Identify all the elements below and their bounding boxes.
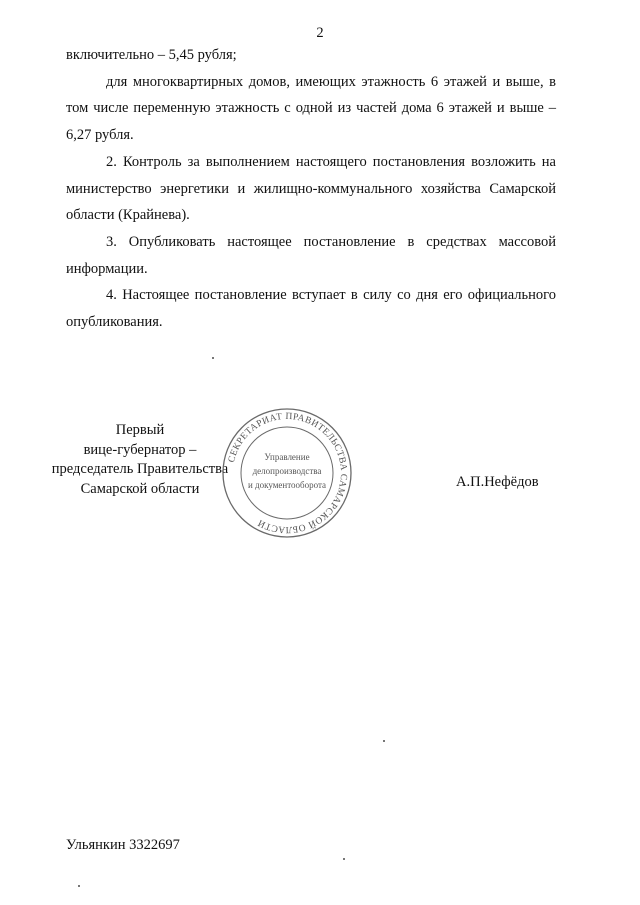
page-number: 2 [316, 25, 324, 41]
stamp-center-line-1: Управление [264, 452, 310, 462]
scan-speck [212, 357, 214, 359]
stamp-seal-icon [220, 406, 354, 540]
paragraph-effective: 4. Настоящее постановление вступает в силу со дня его официального опубликования. [66, 287, 556, 331]
signatory-line-2: вице-губернатор – [83, 441, 197, 458]
scan-speck [383, 740, 385, 742]
scan-speck [78, 885, 80, 887]
official-stamp [220, 406, 354, 540]
signatory-line-1: Первый [115, 422, 165, 438]
paragraph-control: 2. Контроль за выполнением настоящего постановления возложить на министерство энергетики и жилищно-коммунального хозяйства Самарской области (Крайнева). [66, 153, 556, 224]
paragraph-publish: 3. Опубликовать настоящее постановление в средствах массовой информации. [66, 233, 556, 277]
paragraph-continuation: включительно – 5,45 рубля; [66, 47, 237, 63]
stamp-ring-text: СЕКРЕТАРИАТ ПРАВИТЕЛЬСТВА САМАРСКОЙ ОБЛАСТИ [227, 411, 349, 535]
signatory-line-3: председатель Правительства [51, 461, 229, 477]
stamp-center-line-2: делопроизводства [252, 466, 322, 476]
scan-speck [343, 858, 345, 860]
document-body [66, 42, 556, 336]
signatory-line-4: Самарской области [80, 480, 200, 497]
stamp-center-line-3: и документооборота [247, 480, 327, 490]
executor-contact: Ульянкин 3322697 [66, 837, 180, 853]
signer-name: А.П.Нефёдов [456, 474, 539, 490]
signatory-title [40, 421, 240, 499]
paragraph-multistorey: для многоквартирных домов, имеющих этажность 6 этажей и выше, в том числе переменную этажность с одной из частей дома 6 этажей и выше – 6,27 рубля. [66, 73, 556, 144]
